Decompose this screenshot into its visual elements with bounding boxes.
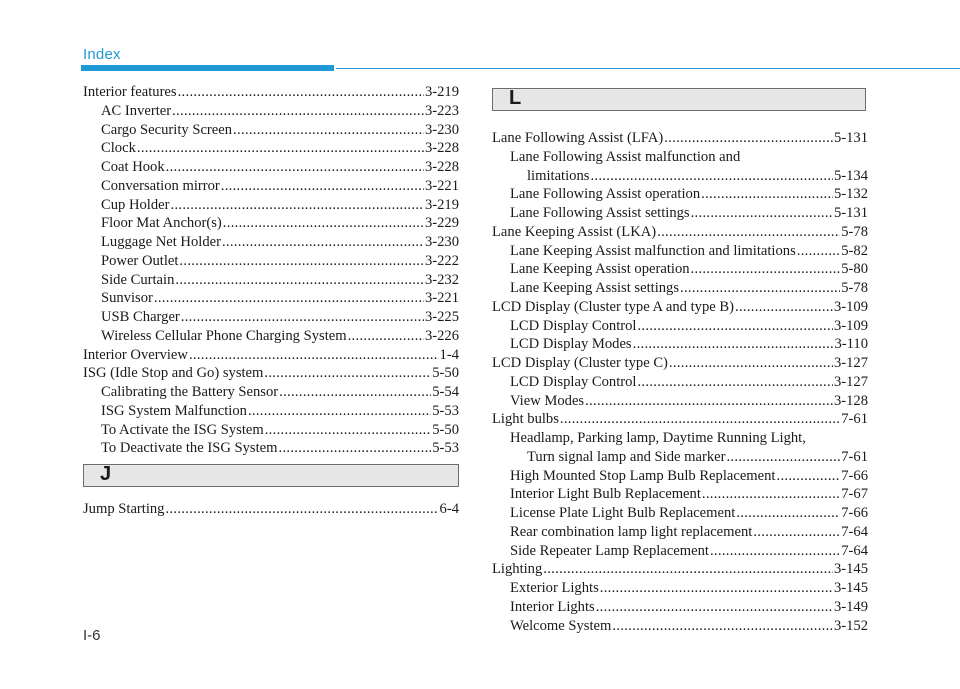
dot-leader	[600, 579, 833, 598]
entry-page-ref: 3-232	[424, 271, 459, 288]
dot-leader	[165, 500, 438, 519]
entry-page-ref: 7-64	[841, 542, 868, 559]
entry-page-ref: 3-127	[833, 373, 868, 390]
index-entry	[83, 83, 459, 102]
entry-page-ref: 5-131	[833, 205, 868, 221]
entry-page-ref: 5-53	[432, 440, 459, 457]
index-subentry	[83, 327, 459, 346]
dot-leader	[637, 373, 832, 392]
index-subentry	[492, 542, 868, 561]
index-subentry	[83, 158, 459, 177]
dot-leader	[222, 233, 424, 252]
entry-label: Power Outlet	[101, 252, 179, 269]
dot-leader	[701, 185, 833, 204]
entry-page-ref: 3-230	[424, 121, 459, 138]
entry-label: Calibrating the Battery Sensor	[101, 384, 279, 400]
entry-label: Cup Holder	[101, 196, 170, 213]
index-entry-wrapped: Headlamp, Parking lamp, Daytime Running Light,	[510, 430, 806, 446]
entry-page-ref: 5-50	[432, 365, 459, 382]
entry-label: Lane Following Assist (LFA)	[492, 130, 664, 146]
entry-label: LCD Display (Cluster type C)	[492, 355, 668, 371]
entry-label: Turn signal lamp and Side marker	[527, 448, 726, 465]
dot-leader	[657, 223, 840, 242]
dot-leader	[137, 139, 424, 158]
index-column-left	[83, 83, 459, 458]
index-column-right	[492, 129, 868, 635]
index-entry	[492, 354, 868, 373]
index-subentry	[492, 579, 868, 598]
dot-leader	[612, 617, 833, 636]
entry-page-ref: 5-131	[833, 130, 868, 146]
entry-label: ISG (Idle Stop and Go) system	[83, 365, 264, 382]
dot-leader	[560, 410, 840, 429]
entry-page-ref: 3-219	[424, 196, 459, 213]
dot-leader	[279, 383, 431, 402]
entry-page-ref: 3-229	[424, 215, 459, 232]
entry-label: Exterior Lights	[510, 580, 599, 596]
entry-label: Lane Keeping Assist operation	[510, 261, 690, 278]
index-subentry	[83, 439, 459, 458]
dot-leader	[691, 260, 841, 279]
entry-label: Clock	[101, 140, 136, 157]
index-subentry	[83, 252, 459, 271]
dot-leader	[669, 354, 833, 373]
entry-page-ref: 5-78	[841, 223, 868, 240]
dot-leader	[753, 523, 840, 542]
index-entry	[83, 346, 459, 365]
entry-page-ref: 7-61	[841, 448, 868, 465]
index-subentry	[492, 467, 868, 486]
dot-leader	[664, 129, 833, 148]
entry-page-ref: 3-222	[424, 252, 459, 269]
entry-page-ref: 3-221	[424, 177, 459, 194]
entry-page-ref: 1-4	[439, 346, 459, 363]
entry-label: LCD Display Control	[510, 317, 637, 334]
entry-page-ref: 7-64	[841, 523, 868, 540]
dot-leader	[175, 271, 424, 290]
header-rule	[336, 68, 960, 69]
entry-label: Lane Following Assist settings	[510, 205, 690, 221]
index-entry	[492, 410, 868, 429]
entry-page-ref: 5-80	[841, 261, 868, 278]
entry-page-ref: 3-109	[833, 317, 868, 334]
entry-page-ref: 7-66	[841, 505, 868, 521]
entry-label: High Mounted Stop Lamp Bulb Replacement	[510, 467, 776, 484]
entry-label: LCD Display (Cluster type A and type B)	[492, 298, 734, 315]
dot-leader	[233, 121, 424, 140]
entry-label: Luggage Net Holder	[101, 234, 221, 250]
entry-label: Lane Keeping Assist (LKA)	[492, 223, 657, 240]
index-subentry	[83, 177, 459, 196]
entry-label: To Deactivate the ISG System	[101, 440, 278, 457]
dot-leader	[154, 289, 424, 308]
index-subentry	[492, 523, 868, 542]
index-subentry	[492, 485, 868, 504]
entry-page-ref: 5-134	[833, 167, 868, 184]
dot-leader	[223, 214, 424, 233]
entry-label: View Modes	[510, 392, 585, 409]
entry-page-ref: 3-225	[424, 309, 459, 325]
entry-label: Light bulbs	[492, 411, 559, 428]
entry-page-ref: 3-127	[833, 355, 868, 371]
header-accent-bar	[81, 65, 334, 71]
dot-leader	[265, 421, 432, 440]
index-entry	[492, 223, 868, 242]
entry-page-ref: 7-66	[841, 467, 868, 484]
index-entry-wrapped: Lane Following Assist malfunction and	[510, 148, 741, 165]
dot-leader	[680, 279, 840, 298]
entry-page-ref: 3-228	[424, 140, 459, 157]
dot-leader	[172, 102, 424, 121]
index-subentry	[492, 185, 868, 204]
entry-page-ref: 5-132	[833, 186, 868, 203]
dot-leader	[777, 467, 841, 486]
entry-label: AC Inverter	[101, 102, 172, 119]
dot-leader	[171, 196, 424, 215]
index-subentry	[83, 139, 459, 158]
entry-label: ISG System Malfunction	[101, 402, 247, 419]
index-subentry	[83, 289, 459, 308]
index-subentry	[492, 504, 868, 523]
section-letter: J	[100, 463, 112, 485]
dot-leader	[279, 439, 432, 458]
dot-leader	[178, 83, 424, 102]
index-subentry	[83, 383, 459, 402]
index-subentry	[83, 214, 459, 233]
dot-leader	[264, 364, 431, 383]
entry-label: Side Curtain	[101, 271, 175, 288]
index-subentry	[492, 373, 868, 392]
entry-page-ref: 7-67	[841, 486, 868, 503]
index-subentry	[492, 279, 868, 298]
index-entry	[83, 500, 459, 519]
section-header-j	[83, 464, 459, 487]
entry-label: Jump Starting	[83, 501, 165, 517]
index-subentry	[83, 402, 459, 421]
index-subentry	[83, 121, 459, 140]
entry-page-ref: 3-230	[424, 234, 459, 250]
entry-label: Cargo Security Screen	[101, 121, 233, 138]
entry-page-ref: 5-54	[432, 384, 459, 400]
index-subentry	[492, 392, 868, 411]
index-subentry	[492, 598, 868, 617]
entry-label: Interior Overview	[83, 346, 188, 363]
index-entry	[83, 364, 459, 383]
dot-leader	[348, 327, 424, 346]
index-subentry	[83, 421, 459, 440]
index-entry	[492, 129, 868, 148]
entry-page-ref: 3-221	[424, 290, 459, 307]
dot-leader	[179, 252, 424, 271]
section-letter: L	[509, 87, 522, 109]
entry-label: Coat Hook	[101, 159, 165, 175]
index-subentry	[492, 317, 868, 336]
dot-leader	[181, 308, 424, 327]
entry-label: Welcome System	[510, 617, 612, 634]
dot-leader	[543, 560, 833, 579]
dot-leader	[702, 485, 840, 504]
index-subentry	[492, 242, 868, 261]
page-number: I-6	[83, 627, 101, 644]
entry-page-ref: 3-149	[833, 598, 868, 615]
dot-leader	[633, 335, 834, 354]
index-subentry	[83, 196, 459, 215]
entry-page-ref: 3-110	[834, 336, 868, 353]
dot-leader	[585, 392, 833, 411]
entry-label: Lane Keeping Assist malfunction and limitations	[510, 242, 796, 259]
entry-label: Conversation mirror	[101, 177, 220, 194]
dot-leader	[736, 504, 840, 523]
dot-leader	[189, 346, 439, 365]
index-subentry	[83, 102, 459, 121]
entry-label: To Activate the ISG System	[101, 421, 264, 438]
entry-page-ref: 3-152	[833, 617, 868, 634]
entry-label: Interior Lights	[510, 598, 595, 615]
entry-label: Lane Following Assist operation	[510, 186, 701, 203]
entry-label: Sunvisor	[101, 290, 153, 307]
entry-label: limitations	[527, 167, 590, 184]
dot-leader	[710, 542, 840, 561]
entry-label: Side Repeater Lamp Replacement	[510, 542, 709, 559]
entry-page-ref: 3-128	[833, 392, 868, 409]
dot-leader	[726, 448, 840, 467]
entry-page-ref: 7-61	[841, 411, 868, 428]
index-subentry	[83, 271, 459, 290]
index-header-title: Index	[83, 46, 121, 63]
index-subentry	[492, 204, 868, 223]
index-entry	[492, 560, 868, 579]
entry-page-ref: 6-4	[439, 501, 459, 517]
index-column-j	[83, 500, 459, 519]
dot-leader	[735, 298, 833, 317]
entry-label: Rear combination lamp light replacement	[510, 523, 753, 540]
dot-leader	[248, 402, 431, 421]
entry-label: USB Charger	[101, 309, 180, 325]
entry-label: Lighting	[492, 561, 543, 578]
entry-page-ref: 5-53	[432, 402, 459, 419]
entry-label: License Plate Light Bulb Replacement	[510, 505, 736, 521]
dot-leader	[637, 317, 832, 336]
dot-leader	[797, 242, 840, 261]
index-entry	[492, 298, 868, 317]
entry-page-ref: 5-82	[841, 242, 868, 259]
dot-leader	[691, 204, 833, 223]
index-subentry	[83, 233, 459, 252]
section-header-l	[492, 88, 866, 111]
dot-leader	[221, 177, 424, 196]
index-subentry	[492, 260, 868, 279]
index-subentry	[492, 335, 868, 354]
entry-page-ref: 3-219	[424, 84, 459, 100]
entry-label: Wireless Cellular Phone Charging System	[101, 327, 347, 344]
dot-leader	[590, 167, 833, 186]
entry-page-ref: 3-109	[833, 298, 868, 315]
entry-label: LCD Display Modes	[510, 336, 632, 353]
dot-leader	[166, 158, 424, 177]
entry-label: Interior Light Bulb Replacement	[510, 486, 701, 503]
index-subentry	[492, 167, 868, 186]
entry-page-ref: 3-228	[424, 159, 459, 175]
index-subentry	[83, 308, 459, 327]
entry-label: LCD Display Control	[510, 373, 637, 390]
index-subentry	[492, 617, 868, 636]
entry-page-ref: 3-223	[424, 102, 459, 119]
entry-label: Floor Mat Anchor(s)	[101, 215, 222, 232]
entry-page-ref: 5-50	[432, 421, 459, 438]
entry-label: Lane Keeping Assist settings	[510, 280, 680, 296]
entry-page-ref: 3-226	[424, 327, 459, 344]
entry-page-ref: 3-145	[833, 561, 868, 578]
dot-leader	[596, 598, 833, 617]
entry-page-ref: 3-145	[833, 580, 868, 596]
index-subentry	[492, 448, 868, 467]
entry-label: Interior features	[83, 84, 177, 100]
entry-page-ref: 5-78	[841, 280, 868, 296]
